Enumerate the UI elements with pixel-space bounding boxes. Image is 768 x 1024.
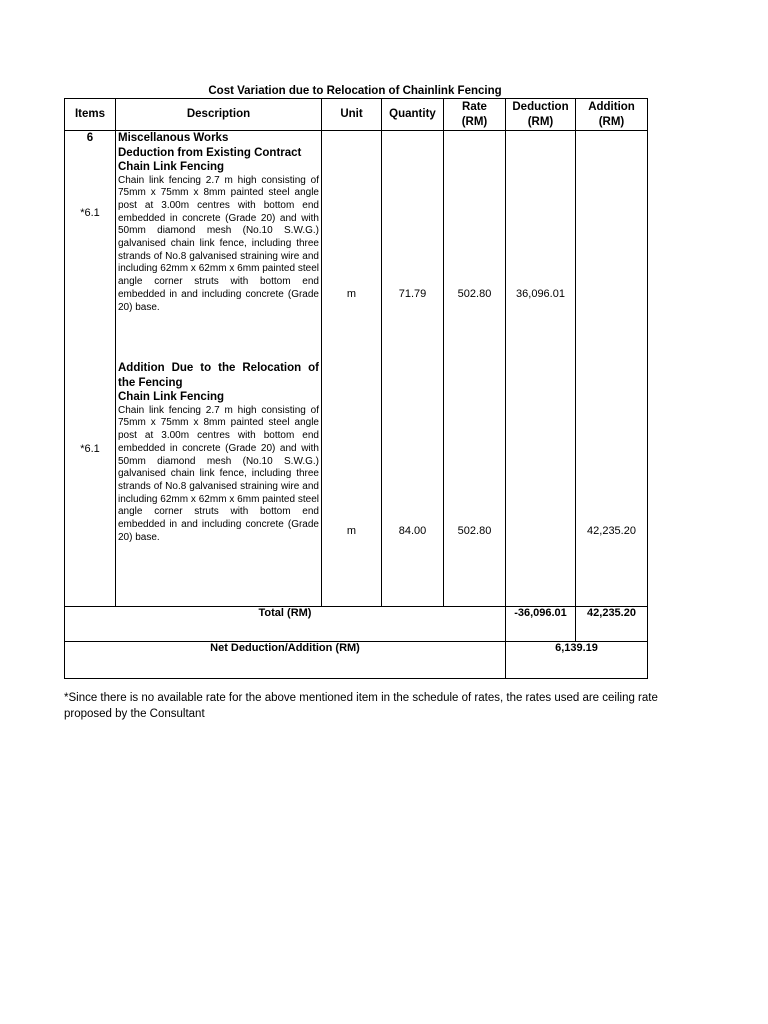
addition-cell <box>576 131 648 607</box>
cost-variation-table <box>64 98 648 679</box>
group-number: 6 <box>86 132 94 144</box>
rate-cell <box>444 131 506 607</box>
document-title: Cost Variation due to Relocation of Chainlink Fencing <box>208 85 502 97</box>
group-heading: Miscellanous Works <box>118 132 229 144</box>
header-addition: Addition (RM) <box>576 99 648 131</box>
total-addition: 42,235.20 <box>576 607 648 642</box>
deduction-item-no: *6.1 <box>80 207 100 219</box>
addition-amount: 42,235.20 <box>587 525 636 537</box>
deduction-amount: 36,096.01 <box>516 288 565 300</box>
header-deduction: Deduction (RM) <box>506 99 576 131</box>
deduction-rate: 502.80 <box>457 288 492 300</box>
total-row <box>65 607 648 642</box>
deduction-unit: m <box>346 288 357 300</box>
header-quantity: Quantity <box>382 99 444 131</box>
total-deduction: -36,096.01 <box>506 607 576 642</box>
deduction-description: Chain link fencing 2.7 m high consisting of 75mm x 75mm x 8mm painted steel angle post at 3.00m centres with bottom end embedded in concrete (Grade 20) and with 50mm diamond mesh (No.10 S.W.G.) galvanised chain link fence, including three strands of No.8 galvanised straining wire and including 62mm x 62mm x 6mm painted steel angle corner struts with bottom end embedded in and including concrete (Grade 20) base. <box>118 174 319 313</box>
header-row <box>65 99 648 131</box>
addition-rate: 502.80 <box>457 525 492 537</box>
deduction-heading: Deduction from Existing Contract <box>118 146 302 159</box>
table-row <box>65 131 648 607</box>
net-value: 6,139.19 <box>506 642 648 679</box>
deduction-quantity: 71.79 <box>398 288 427 300</box>
description-cell <box>116 131 322 607</box>
addition-quantity: 84.00 <box>398 525 427 537</box>
addition-subheading: Chain Link Fencing <box>118 391 225 404</box>
deduction-cell <box>506 131 576 607</box>
footnote: *Since there is no available rate for the above mentioned item in the schedule of rates, the rates used are ceiling rate proposed by the Consultant <box>64 692 658 720</box>
deduction-subheading: Chain Link Fencing <box>118 161 225 173</box>
header-unit: Unit <box>322 99 382 131</box>
total-label: Total (RM) <box>65 607 506 642</box>
unit-cell <box>322 131 382 607</box>
header-description: Description <box>116 99 322 131</box>
header-rate: Rate (RM) <box>444 99 506 131</box>
addition-heading: Addition Due to the Relocation of the Fencing <box>118 362 319 389</box>
net-label: Net Deduction/Addition (RM) <box>65 642 506 679</box>
net-row <box>65 642 648 679</box>
items-cell <box>65 131 116 607</box>
addition-item-no: *6.1 <box>80 443 100 455</box>
addition-unit: m <box>346 525 357 537</box>
header-items: Items <box>65 99 116 131</box>
addition-description: Chain link fencing 2.7 m high consisting of 75mm x 75mm x 8mm painted steel angle post at 3.00m centres with bottom end embedded in concrete (Grade 20) and with 50mm diamond mesh (No.10 S.W.G.) galvanised chain link fence, including three strands of No.8 galvanised straining wire and including 62mm x 62mm x 6mm painted steel angle corner struts with bottom end embedded in and including concrete (Grade 20) base. <box>118 404 319 543</box>
quantity-cell <box>382 131 444 607</box>
